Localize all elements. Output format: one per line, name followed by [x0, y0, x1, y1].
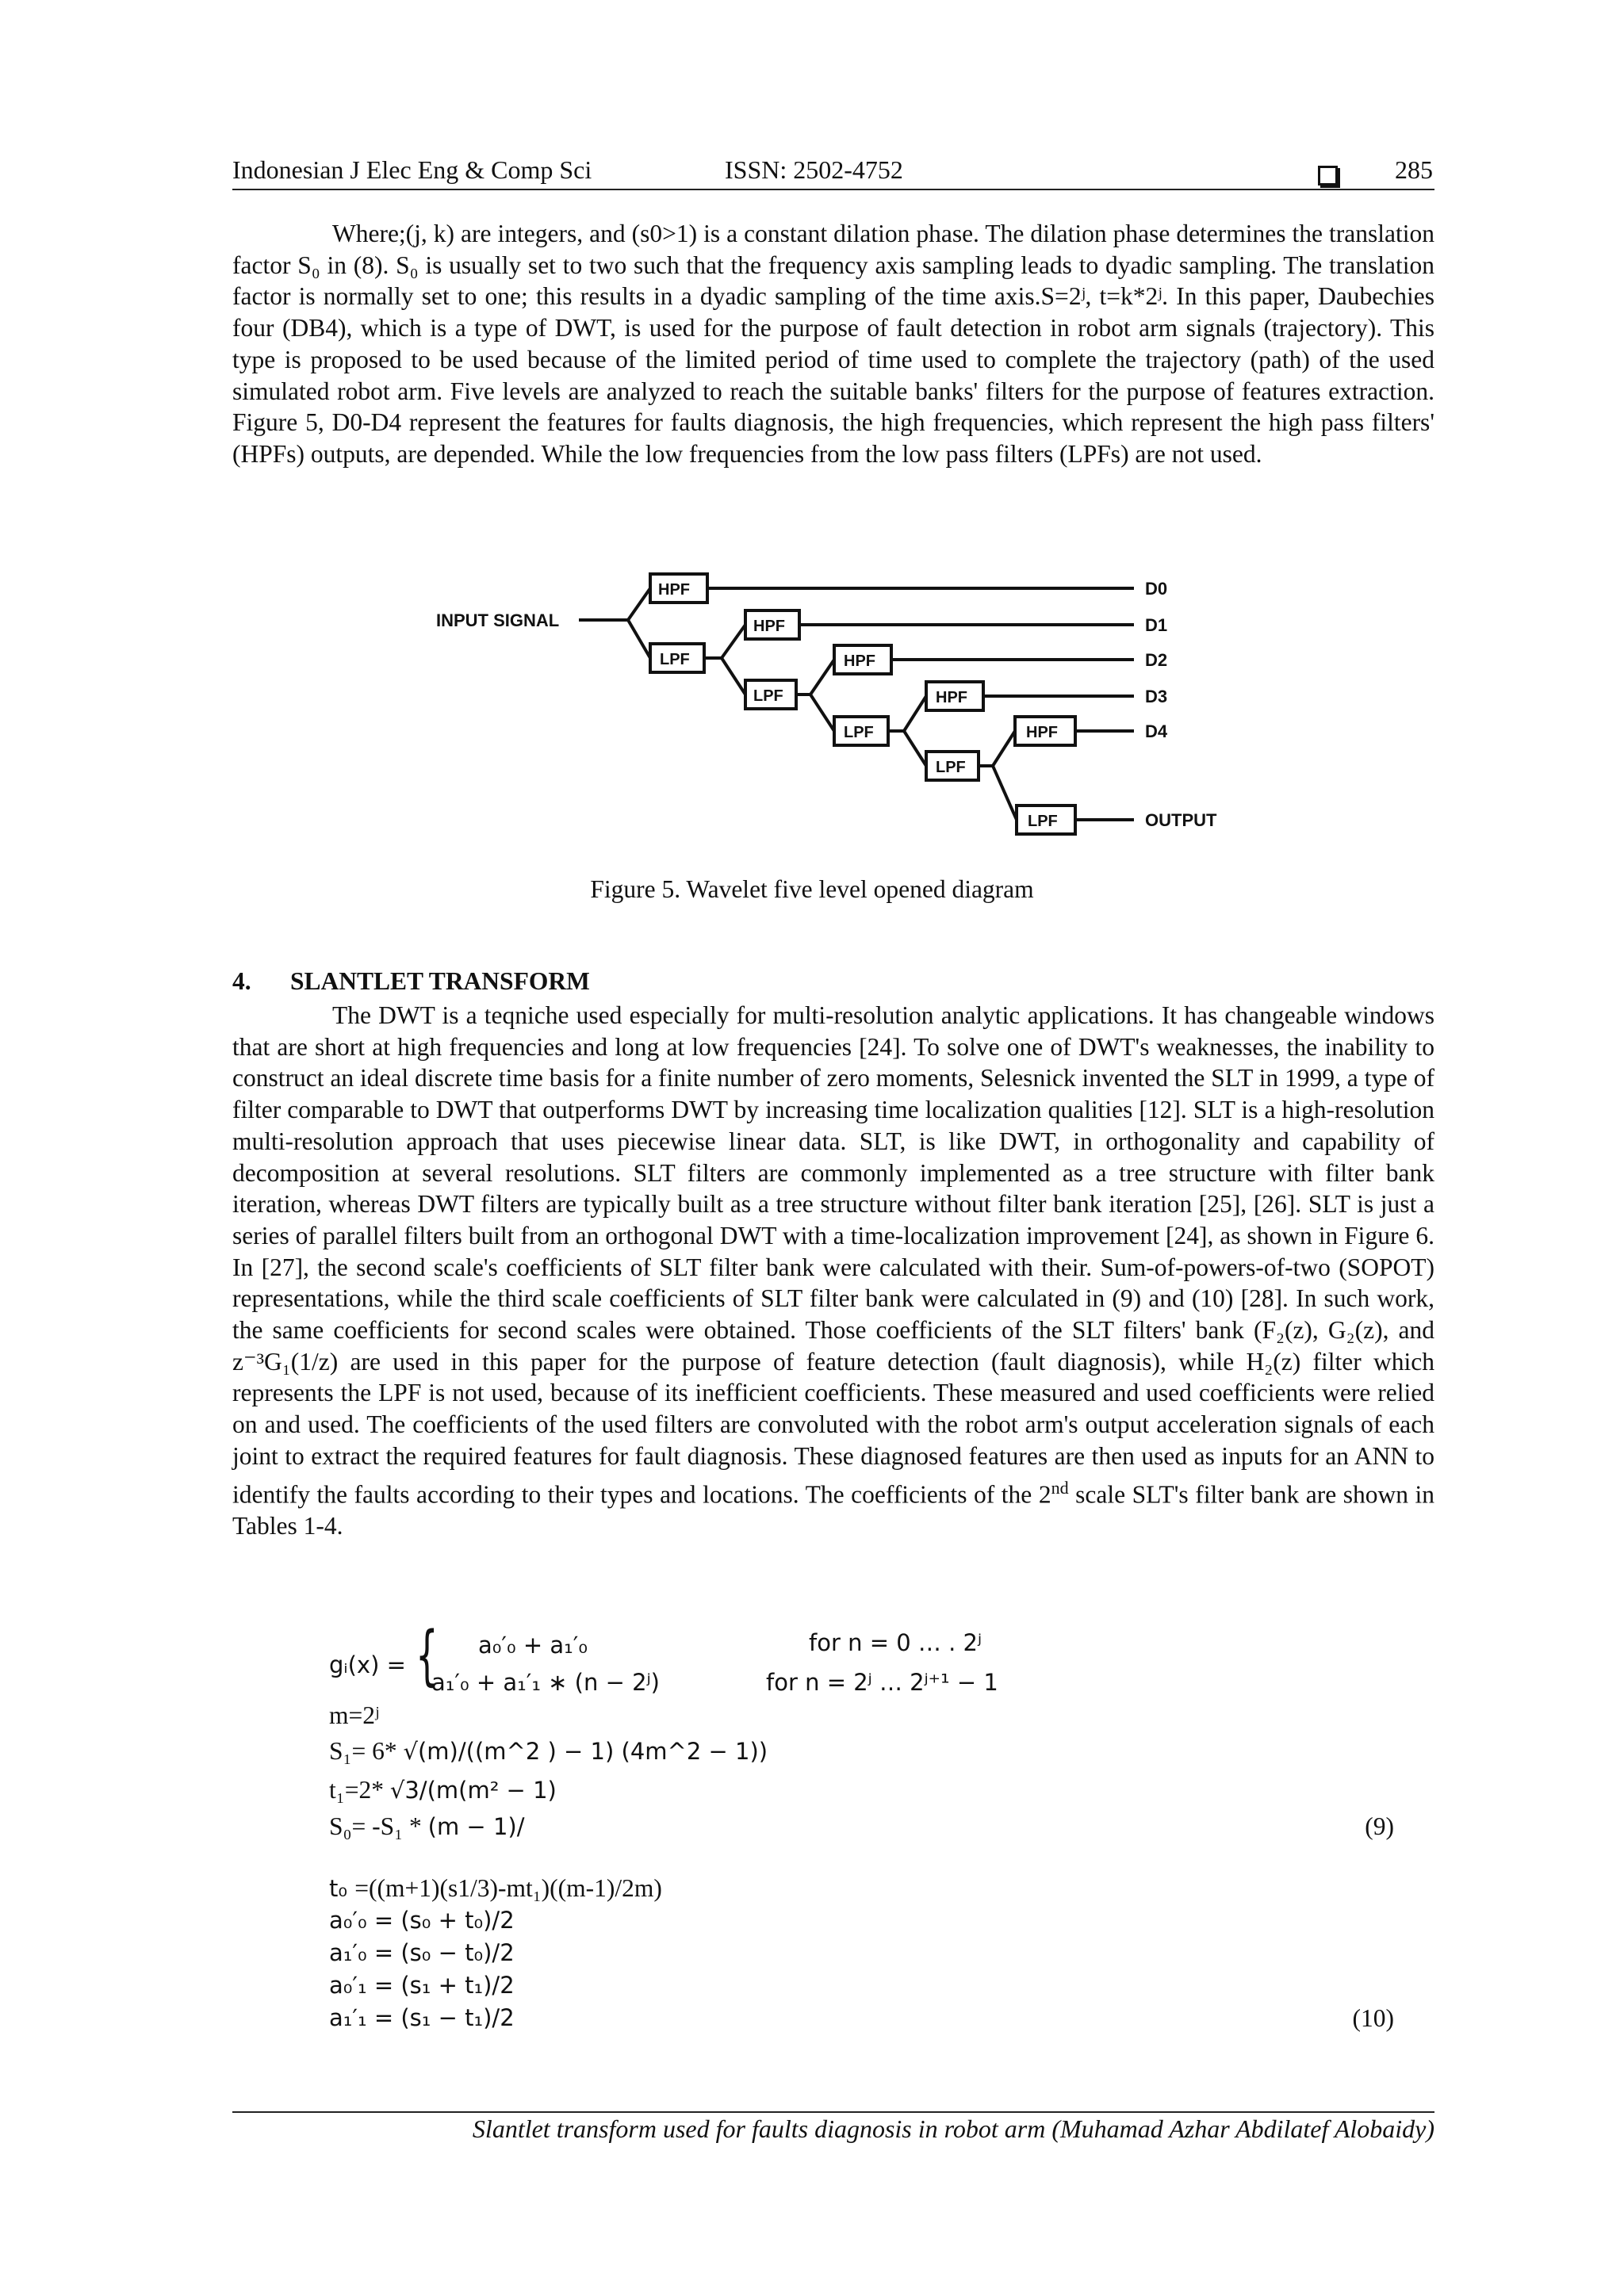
paragraph-text-b: scale SLT's filter bank are shown in Tables 1-4.: [232, 1480, 1435, 1540]
issn: ISSN: 2502-4752: [725, 155, 903, 184]
a01-equation: a₀′₁ = (s₁ + t₁)/2: [329, 1972, 515, 1999]
t1-prefix: t₁=2*: [329, 1776, 390, 1804]
g-function-lhs: gᵢ(x) =: [329, 1651, 406, 1678]
final-output-label: OUTPUT: [1145, 810, 1217, 830]
output-d2: D2: [1145, 650, 1168, 670]
a11-equation: a₁′₁ = (s₁ − t₁)/2: [329, 2004, 515, 2031]
case1-expression: a₀′₀ + a₁′₀: [478, 1632, 588, 1659]
case1-condition: for n = 0 … . 2ʲ: [809, 1629, 982, 1656]
figure-caption: Figure 5. Wavelet five level opened diagram: [590, 875, 1034, 903]
section-number: 4.: [232, 967, 251, 995]
case2-expression: a₁′₀ + a₁′₁ ∗ (n − 2ʲ): [431, 1669, 660, 1696]
paragraph-text: Where;(j, k) are integers, and (s0>1) is a constant dilation phase. The dilation phase determines the translation factor S₀ in (8). S₀ is usually set to two such that the frequency axis sampling leads to dyadic sampling. The translation factor is normally set to one; this results in a dyadic sampling of the time axis.S=2ʲ, t=k*2ʲ. In this paper, Daubechies four (DB4), which is a type of DWT, is used for the purpose of fault detection in robot arm signals (trajectory). This type is proposed to be used because of the limited period of time used to complete the trajectory (path) of the used simulated robot arm. Five levels are analyzed to reach the suitable banks' filters for the purpose of features extraction. Figure 5, D0-D4 represent the features for faults diagnosis, the high frequencies, which represent the high pass filters' (HPFs) outputs, are depended. While the low frequencies from the low pass filters (LPFs) are not used.: [232, 220, 1434, 468]
header-rule: [232, 189, 1434, 190]
equation-number-9: (9): [1365, 1812, 1394, 1840]
t0-rest: =((m+1)(s1/3)-mt₁)((m-1)/2m): [354, 1874, 662, 1902]
s0-prefix: S₀= -S₁ *: [329, 1812, 428, 1840]
journal-title: Indonesian J Elec Eng & Comp Sci: [232, 155, 592, 184]
lpf-label: LPF: [844, 724, 874, 741]
t1-equation: [329, 1776, 557, 1804]
paragraph-text-a: The DWT is a teqniche used especially for multi-resolution analytic applications. It has changeable windows that are short at high frequencies and long at low frequencies [24]. To solve one of DWT's weaknesses, the inability to construct an ideal discrete time basis for a finite number of zero moments, Selesnick invented the SLT in 1999, a type of filter comparable to DWT that outperforms DWT by increasing time localization qualities [12]. SLT is a high-resolution multi-resolution approach that uses piecewise linear data. SLT, is like DWT, in orthogonality and capability of decomposition at several resolutions. SLT filters are commonly implemented as a tree structure with filter bank iteration, whereas DWT filters are typically built as a tree structure without filter bank iteration [25], [26]. SLT is just a series of parallel filters built from an orthogonal DWT with a time-localization improvement [24], as shown in Figure 6. In [27], the second scale's coefficients of SLT filter bank were calculated with their. Sum-of-powers-of-two (SOPOT) representations, while the third scale coefficients of SLT filter bank were calculated in (9) and (10) [28]. In such work, the same coefficients for second scales were obtained. Those coefficients of the SLT filters' bank (F₂(z), G₂(z), and z⁻³G₁(1/z) are used in this paper for the purpose of feature detection (fault diagnosis), while H₂(z) filter which represents the LPF is not used, because of its inefficient coefficients. These measured and used coefficients were relied on and used. The coefficients of the used filters are convoluted with the robot arm's output acceleration signals of each joint to extract the required features for fault diagnosis. These diagnosed features are then used as inputs for an ANN to identify the faults according to their types and locations. The coefficients of the 2: [232, 1001, 1434, 1509]
input-signal-label: INPUT SIGNAL: [436, 610, 560, 630]
output-d1: D1: [1145, 615, 1168, 635]
a10-equation: a₁′₀ = (s₀ − t₀)/2: [329, 1939, 515, 1966]
t1-math: √3/(m(m² − 1): [389, 1777, 557, 1804]
t0-equation: [329, 1874, 662, 1903]
output-d3: D3: [1145, 687, 1168, 706]
hpf-label: HPF: [1026, 724, 1058, 741]
s1-equation: [329, 1737, 768, 1766]
lpf-label: LPF: [753, 687, 783, 705]
s1-prefix: S₁= 6*: [329, 1737, 404, 1765]
footer-citation: Slantlet transform used for faults diagnosis in robot arm (Muhamad Azhar Abdilatef Alobaidy): [472, 2114, 1434, 2143]
paragraph-slantlet: [232, 1000, 1434, 1541]
lpf-label: LPF: [660, 651, 690, 668]
a00-equation: a₀′₀ = (s₀ + t₀)/2: [329, 1907, 515, 1934]
case2-condition: for n = 2ʲ … 2ʲ⁺¹ − 1: [766, 1669, 998, 1696]
square-icon: [1318, 159, 1338, 188]
footer-rule: [232, 2111, 1434, 2113]
hpf-label: HPF: [844, 652, 875, 670]
hpf-label: HPF: [753, 618, 785, 635]
lpf-label: LPF: [1028, 813, 1058, 830]
paragraph-dwt: [232, 218, 1434, 470]
superscript-nd: nd: [1051, 1477, 1069, 1498]
lpf-label: LPF: [936, 759, 966, 776]
left-brace: {: [416, 1618, 439, 1693]
s0-math: (m − 1)/: [427, 1813, 525, 1840]
section-title: SLANTLET TRANSFORM: [290, 967, 590, 995]
t0-math: t₀: [329, 1875, 355, 1902]
output-d0: D0: [1145, 579, 1168, 599]
page-number: 285: [1395, 155, 1433, 184]
m-definition: m=2ʲ: [329, 1701, 379, 1729]
output-d4: D4: [1145, 721, 1168, 741]
wavelet-diagram: [420, 555, 1308, 856]
hpf-label: HPF: [936, 689, 967, 706]
s0-equation: [329, 1812, 524, 1841]
equation-number-10: (10): [1352, 2004, 1394, 2032]
s1-math: √(m)/((m^2 ) − 1) (4m^2 − 1)): [403, 1738, 768, 1765]
hpf-label: HPF: [658, 581, 690, 599]
